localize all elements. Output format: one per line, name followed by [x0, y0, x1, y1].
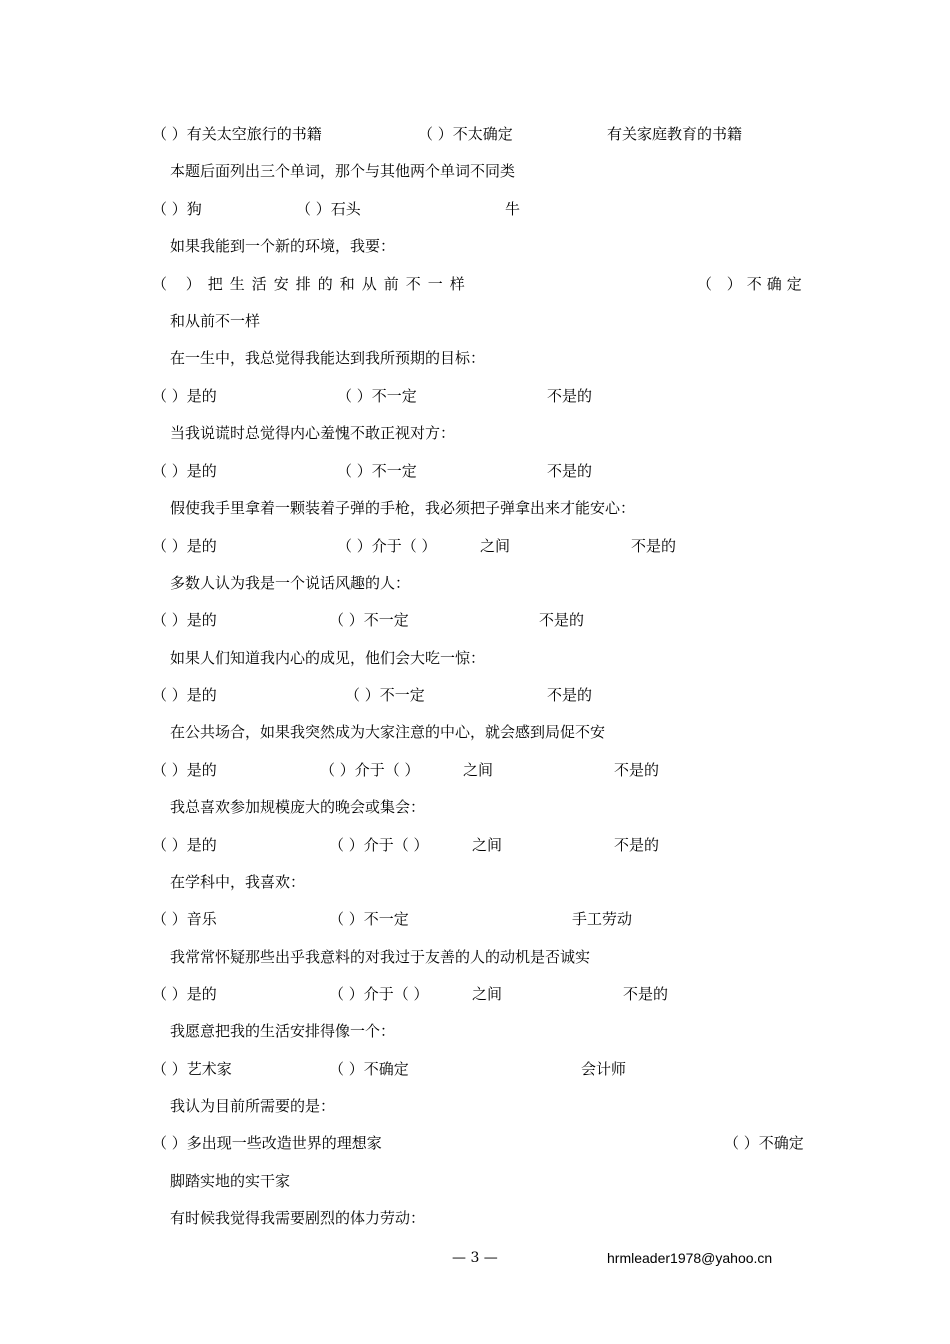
option: （ ）不确定 [724, 1134, 804, 1152]
question-line [0, 797, 950, 827]
question-text: 我总喜欢参加规模庞大的晚会或集会： [170, 798, 426, 816]
question-text: 如果人们知道我内心的成见，他们会大吃一惊： [170, 649, 486, 667]
option: （ ）是的 [152, 836, 217, 854]
question-text: 如果我能到一个新的环境，我要： [170, 237, 396, 255]
footer-email: hrmleader1978@yahoo.cn [607, 1250, 773, 1266]
option: （ ）是的 [152, 537, 217, 555]
option: （ ）艺术家 [152, 1060, 232, 1078]
option: （ ）是的 [152, 462, 217, 480]
options-row [0, 685, 950, 715]
option: （ ）把生活安排的和从前不一样 [152, 275, 472, 293]
option: （ ）是的 [152, 611, 217, 629]
question-line [0, 161, 950, 191]
options-row [0, 1133, 950, 1163]
option: 之间 [480, 537, 511, 555]
options-row [0, 760, 950, 790]
options-row [0, 610, 950, 640]
options-row [0, 386, 950, 416]
option: （ ）介于（ ） [337, 537, 437, 555]
option: （ ）音乐 [152, 910, 217, 928]
question-text: 我常常怀疑那些出乎我意料的对我过于友善的人的动机是否诚实 [170, 948, 591, 966]
question-text: 当我说谎时总觉得内心羞愧不敢正视对方： [170, 424, 456, 442]
option: （ ）多出现一些改造世界的理想家 [152, 1134, 382, 1152]
option: 牛 [505, 200, 521, 218]
option: 不是的 [539, 611, 585, 629]
question-line [0, 311, 950, 341]
option: （ ）狗 [152, 200, 202, 218]
question-line [0, 648, 950, 678]
question-line [0, 423, 950, 453]
option: （ ）介于（ ） [329, 985, 429, 1003]
question-text: 脚踏实地的实干家 [170, 1172, 291, 1190]
option: （ ）是的 [152, 686, 217, 704]
question-line [0, 573, 950, 603]
option: （ ）是的 [152, 985, 217, 1003]
option: 不是的 [614, 836, 660, 854]
question-line [0, 348, 950, 378]
option: 有关家庭教育的书籍 [607, 125, 743, 143]
option: （ ）介于（ ） [329, 836, 429, 854]
option: 不是的 [631, 537, 677, 555]
option: 之间 [472, 836, 503, 854]
question-text: 在公共场合，如果我突然成为大家注意的中心，就会感到局促不安 [170, 723, 606, 741]
options-row [0, 536, 950, 566]
question-line [0, 1021, 950, 1051]
options-row [0, 461, 950, 491]
option: （ ）是的 [152, 761, 217, 779]
option: 不是的 [623, 985, 669, 1003]
question-text: 在一生中，我总觉得我能达到我所预期的目标： [170, 349, 486, 367]
option: 手工劳动 [572, 910, 633, 928]
option: （ ）是的 [152, 387, 217, 405]
option: （ ）不确定 [697, 275, 807, 293]
question-line [0, 498, 950, 528]
question-text: 在学科中，我喜欢： [170, 873, 306, 891]
option: （ ）不一定 [329, 611, 409, 629]
question-line [0, 722, 950, 752]
options-row [0, 124, 950, 154]
options-row [0, 909, 950, 939]
question-text: 假使我手里拿着一颗装着子弹的手枪，我必须把子弹拿出来才能安心： [170, 499, 636, 517]
option: （ ）石头 [296, 200, 361, 218]
options-row [0, 835, 950, 865]
option: （ ）介于（ ） [320, 761, 420, 779]
question-text: 我认为目前所需要的是： [170, 1097, 336, 1115]
option: （ ）不太确定 [418, 125, 513, 143]
question-text: 有时候我觉得我需要剧烈的体力劳动： [170, 1209, 426, 1227]
option: 之间 [472, 985, 503, 1003]
question-text: 和从前不一样 [170, 312, 261, 330]
question-line [0, 236, 950, 266]
option: 之间 [463, 761, 494, 779]
option: （ ）不一定 [337, 462, 417, 480]
options-row [0, 1059, 950, 1089]
options-row [0, 199, 950, 229]
option: （ ）不一定 [345, 686, 425, 704]
question-text: 本题后面列出三个单词，那个与其他两个单词不同类 [170, 162, 516, 180]
question-line [0, 1171, 950, 1201]
question-text: 多数人认为我是一个说话风趣的人： [170, 574, 411, 592]
option: 会计师 [581, 1060, 627, 1078]
options-row [0, 274, 950, 304]
question-text: 我愿意把我的生活安排得像一个： [170, 1022, 396, 1040]
option: 不是的 [547, 462, 593, 480]
question-line [0, 1096, 950, 1126]
question-line [0, 947, 950, 977]
option: 不是的 [614, 761, 660, 779]
option: （ ）不确定 [329, 1060, 409, 1078]
option: 不是的 [547, 686, 593, 704]
page-number: — 3 — [452, 1250, 498, 1266]
question-line [0, 872, 950, 902]
option: 不是的 [547, 387, 593, 405]
option: （ ）有关太空旅行的书籍 [152, 125, 322, 143]
option: （ ）不一定 [337, 387, 417, 405]
question-line [0, 1208, 950, 1238]
option: （ ）不一定 [329, 910, 409, 928]
options-row [0, 984, 950, 1014]
